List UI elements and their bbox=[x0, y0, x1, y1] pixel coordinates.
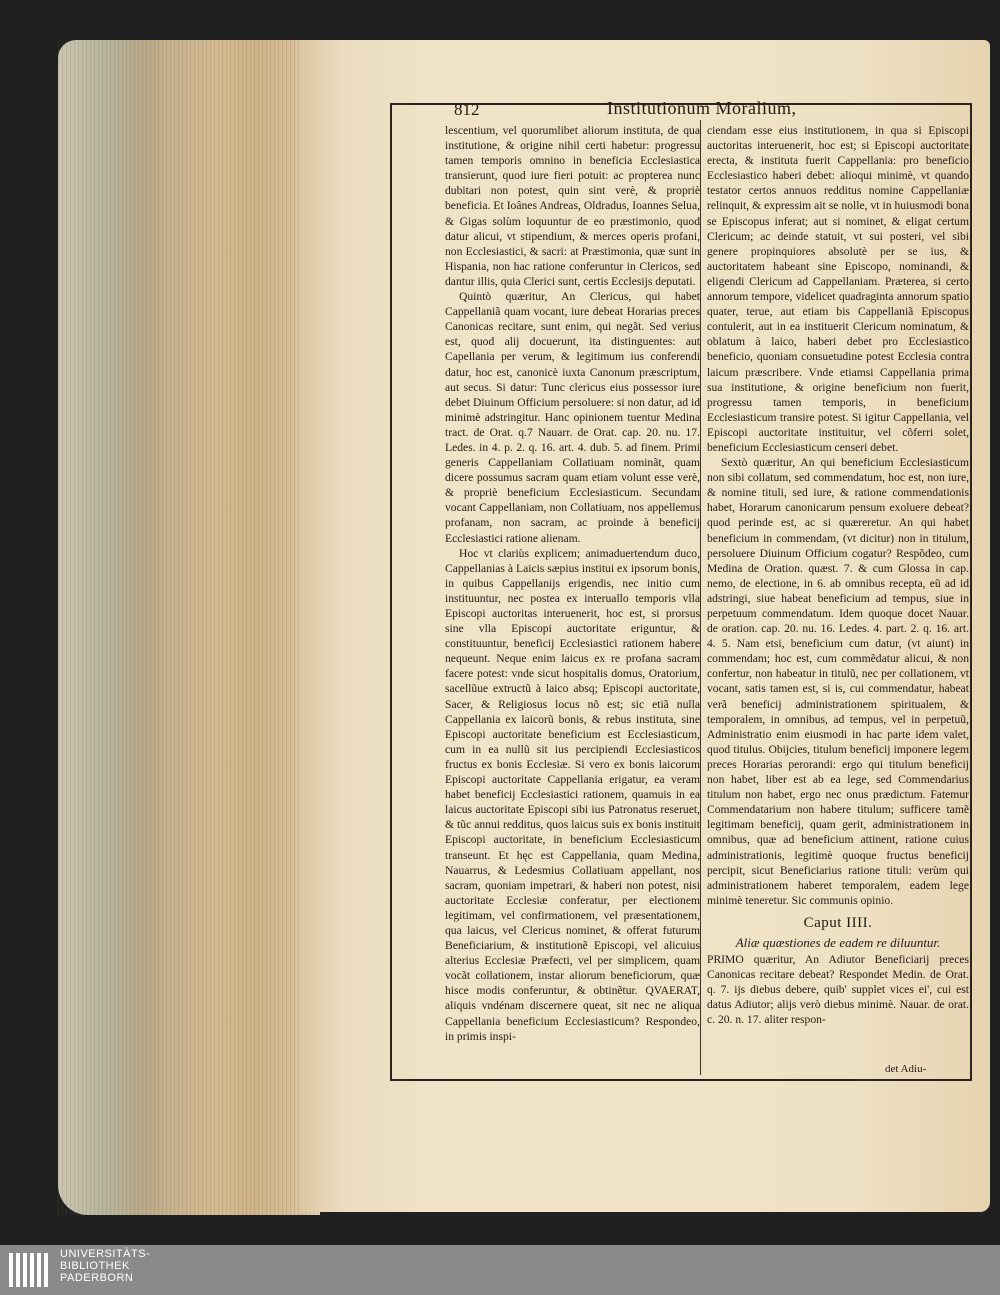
paragraph: PRIMO quæritur, An Adiutor Beneficiarij preces Canonicas recitare debeat? Respondet Medin. de Orat. q. 7. ijs diebus debere, quib' supplet vices ei', cui est datus Adiutor; alijs verò diebus minimè. Nauar. de orat. c. 20. n. 17. aliter respon- bbox=[707, 953, 969, 1027]
right-column bbox=[707, 123, 969, 1077]
work-title: Institutionum Moralium, bbox=[607, 98, 797, 118]
library-logo-icon bbox=[0, 1246, 56, 1294]
paragraph: Hoc vt clariùs explicem; animaduertendum duco, Cappellanias à Laicis sæpius institui ex ipsorum bonis, in quibus Cappellanijs erigendis, nec initio cum instituuntur, nec postea ex interuallo temporis vlla Episcopi auctoritas interuenerit, hoc est, si prorsus sine vlla Episcopi auctoritate eriguntur, & constituuntur, beneficij Ecclesiastici rationem habere nequeunt. Neque enim laicus ex re profana sacram facere potest: vnde sicut hospitalis domus, Oratorium, sacellũue extructũ à laico absq; Episcopi auctoritate, Sacer, & Religiosus locus nõ est; sic etiã nulla Cappellania ex laicorũ bonis, & rebus instituta, sine Episcopi auctoritate beneficium est Ecclesiasticum, cum in ea nullũ sit ius percipiendi Ecclesiasticos fructus ex bonis Ecclesiæ. Si vero ex bonis laicorum Episcopi auctoritate Cappellania erigatur, ea veram habet beneficij Ecclesiastici rationem, quamuis in ea laicus auctoritate Episcopi sibi ius Patronatus reseruet, & tũc annui redditus, quos laicus suis ex bonis instituit Episcopi auctoritate, in beneficium Ecclesiasticum transeunt. Et hęc est Cappellania, quam Medina, Nauarrus, & Ledesmius Collatiuam appellant, nos sacram, quoniam impetrari, & haberi non potest, nisi auctoritate Ecclesiæ conferatur, per electionem legitimam, vel confirmationem, vel præsentationem, qua laicus, vel Clericus nominet, & offerat futurum Beneficiarium, & institutionẽ Episcopi, vel alicuius alterius Ecclesiæ Præfecti, vel per simplicem, quam vocãt collationem, instar aliorum beneficiorum, quæ hisce modis conferuntur, & obtinẽtur. QVAERAT, aliquis vndénam discernere queat, sit nec ne aliqua Cappellania beneficium Ecclesiasticum? Respondeo, in primis inspi- bbox=[445, 546, 700, 1043]
left-column bbox=[445, 123, 700, 1077]
running-head bbox=[392, 100, 970, 122]
library-line: PADERBORN bbox=[60, 1272, 134, 1284]
book-page-edges bbox=[58, 40, 320, 1215]
page-number: 812 bbox=[454, 100, 480, 119]
paragraph: lescentium, vel quorumlibet aliorum instituta, de qua institutione, & origine nihil certi habetur: progressu tamen temporis omnino in beneficia Ecclesiastica transierunt, quod iure fieri potuit: ac propterea nunc dubitari non potest, quin sint verè, & propriè beneficia. Et Ioânes Andreas, Oldradus, Ioannes Selua, & Gigas solùm loquuntur de eo præstimonio, quod datur alicui, vt stipendium, & merces operis profani, non Ecclesiastici, & sacri: at Præstimonia, quæ sunt in Hispania, non hac ratione conferuntur in Clericos, sed dantur illis, quia Clerici sunt, certis Ecclesijs deputati. bbox=[445, 124, 700, 288]
library-name bbox=[60, 1248, 150, 1284]
chapter-subtitle: Aliæ quæstiones de eadem re diluuntur. bbox=[735, 934, 941, 950]
column-divider bbox=[700, 120, 701, 1075]
library-line: BIBLIOTHEK bbox=[60, 1260, 130, 1272]
catchword: det Adiu- bbox=[885, 1063, 927, 1075]
paragraph: Sextò quæritur, An qui beneficium Ecclesiasticum non sibi collatum, sed commendatum, hoc est, non iure, & nomine tituli, sed iure, & ratione commendationis habet, Horarum canonicarum pensum exoluere debeat? quod perinde est, ac si quæreretur. An qui habet beneficium in commendam, (vt dicitur) non in titulum, persoluere Diuinum Officium cogatur? Respõdeo, cum Medina de Oration. quæst. 7. & cum Glossa in cap. nemo, de electione, in 6. ab omnibus recepta, eũ ad id adstringi, siue habeat beneficium ad tempus, siue in perpetuum commendatum. Idem quoque docet Nauar. de oration. cap. 20. nu. 16. Ledes. 4. part. 2. q. 16. art. 4. 5. Nam etsi, beneficium cum datur, (vt aiunt) in commendam; hoc est, cum commẽdatur alicui, & non confertur, non habeatur in titulũ, nec per collationem, vt vocant, satis tamen est, si is, cui commendatur, habeat verã beneficij administrationem spiritualem, & temporalem, in omnibus, ad tempus, vel in perpetuũ, Administratio enim eiusmodi in hac parte idem valet, quod titulus. Obijcies, titulum beneficij imponere legem preces Horarias perorandi: ergo qui titulum beneficij non habet, liber est ab ea lege, sed Commendarius titulum non habet, ergo nec onus prædictum. Fatemur Commendatarium non habere titulum; sufficere tamẽ legitimam beneficij, quam gerit, administrationem in omnibus, quæ ad beneficium attinent, ratione cuius administrationis, legitimè quoque fructus beneficij percipit, sicut Beneficiarius ratione tituli: verùm qui administrationem haberet temporalem, eadem lege minimè teneretur. Sic communis opinio. bbox=[707, 456, 969, 907]
chapter-title: Caput IIII. bbox=[803, 914, 873, 931]
library-line: UNIVERSITÄTS- bbox=[60, 1248, 151, 1260]
paragraph: Quintò quæritur, An Clericus, qui habet Cappellaniã quam vocant, iure debeat Horarias preces Canonicas recitare, sunt enim, qui negãt. Sed verius est, quod alij docuerunt, ita distinguentes: aut Capellania per verum, & legitimum ius conferendi datur, hoc est, canonicè iuxta Canonum præscriptum, aut secus. Si datur: Tunc clericus eius possessor iure debet Diuinum Officium persoluere: si non datur, ad id minimè adstringitur. Hanc opinionem tuentur Medina tract. de Orat. q.7 Nauarr. de Orat. cap. 20. nu. 17. Ledes. in 4. p. 2. q. 16. art. 4. dub. 5. ad finem. Primi generis Cappellaniam Collatiuam nominãt, quam dicere possumus sacram quam etiam volunt esse verè, & propriè beneficium Ecclesiasticum. Secundam vocant Cappellaniam, non Collatiuam, nos appellemus profanam, non sacram, ac proinde à beneficij Ecclesiastici ratione alienam. bbox=[445, 290, 700, 545]
paragraph: ciendam esse eius institutionem, in qua si Episcopi auctoritas interuenerit, hoc est; si Episcopi auctoritate erecta, & instituta fuerit Cappellania: pro beneficio Ecclesiastico haberi debet: alioqui minimè, vt quando testator certos annuos redditus nomine Cappellaniæ relinquit, & expressim ait se nolle, vt in huiusmodi bona se Episcopus inferat; aut si nominet, & eligat certum Clericum; ac deinde statuit, vt sui posteri, vel sibi genere propinquiores absolutè per se ius, & auctoritatem habeant sine Episcopo, nominandi, & eligendi Clericum ad Cappellaniam. Præterea, si certo annorum tempore, videlicet quadraginta annorum spatio quater, terue, aut etiam bis Cappellaniã Episcopus contulerit, aut in ea instituerit Clericum nominatum, & oblatum à laico, haberi debet pro Ecclesiastico beneficio, quoniam consuetudine potest Ecclesia contra laicum præscribere. Vnde etiamsi Cappellania prima sua institutione, & origine beneficium non fuerit, progressu tamen temporis, in beneficium Ecclesiasticum transire potest. Si igitur Cappellania, vel Episcopi auctoritate instituitur, vel cõferri solet, beneficium Ecclesiasticum censeri debet. bbox=[707, 124, 969, 454]
